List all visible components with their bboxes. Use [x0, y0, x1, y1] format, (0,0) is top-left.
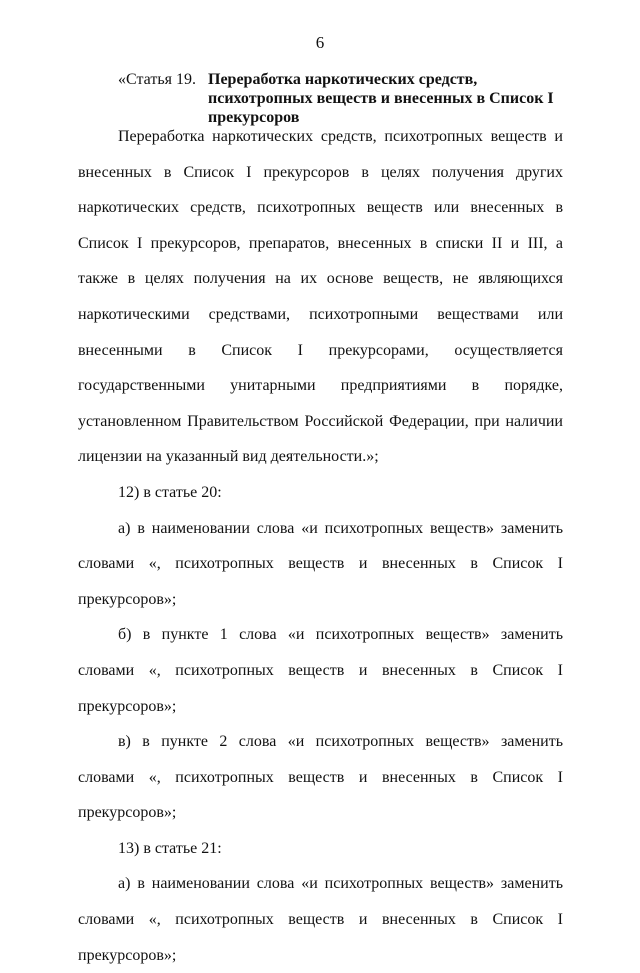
paragraph-article-19-text: Переработка наркотических средств, психотропных веществ и внесенных в Список I прекурсоров в целях получения других наркотических средств, психотропных веществ или внесенных в Список I прекурсоров, препаратов, внесенных в списки II и III, а также в целях получения на их основе веществ, не являющихся наркотическими средствами, психотропными веществами или внесенными в Список I прекурсорами, осуществляется государственными унитарными предприятиями в порядке, установленном Правительством Российской Федерации, при наличии лицензии на указанный вид деятельности.»;: [78, 128, 563, 466]
paragraph-item-12-v: в) в пункте 2 слова «и психотропных веществ» заменить словами «, психотропных веществ и внесенных в Список I прекурсоров»;: [78, 733, 563, 822]
document-body: [78, 119, 563, 973]
page-number: 6: [315, 33, 325, 52]
article-number: «Статья 19.: [118, 71, 196, 88]
paragraph-item-12-a: а) в наименовании слова «и психотропных веществ» заменить словами «, психотропных веществ и внесенных в Список I прекурсоров»;: [78, 519, 563, 608]
article-title: Переработка наркотических средств, психотропных веществ и внесенных в Список I прекурсоров: [208, 71, 554, 126]
paragraph-item-13: 13) в статье 21:: [118, 839, 222, 857]
paragraph-item-12: 12) в статье 20:: [118, 483, 222, 501]
paragraph-item-12-b: б) в пункте 1 слова «и психотропных веществ» заменить словами «, психотропных веществ и внесенных в Список I прекурсоров»;: [78, 626, 563, 715]
paragraph-item-13-a: а) в наименовании слова «и психотропных веществ» заменить словами «, психотропных веществ и внесенных в Список I прекурсоров»;: [78, 875, 563, 964]
